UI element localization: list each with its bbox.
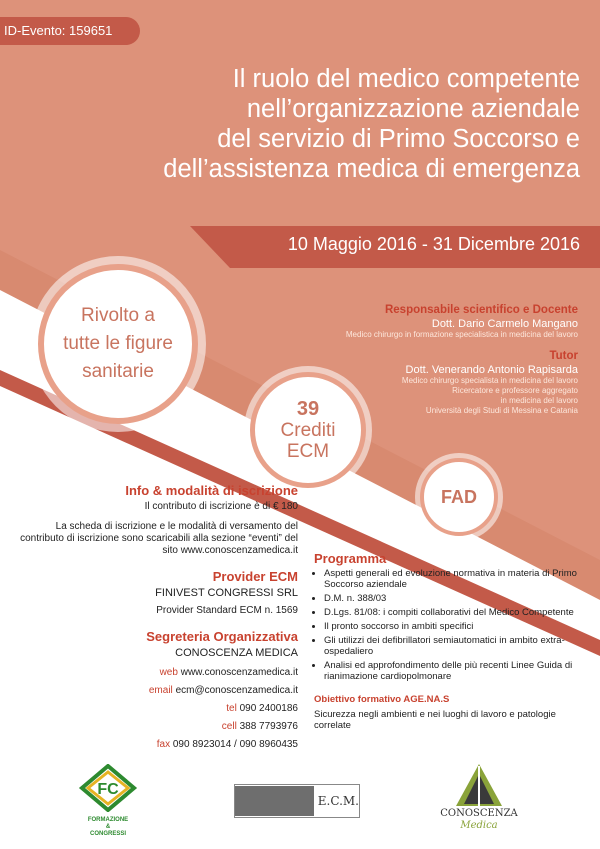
- objective-label: Obiettivo formativo AGE.NA.S: [314, 694, 450, 705]
- cell-label: cell: [221, 721, 237, 732]
- registration-text: La scheda di iscrizione e le modalità di versamento del contributo di iscrizione sono scaricabili alla sezione “eventi” del sito www.conoscenzamedica.it: [20, 521, 298, 556]
- tel-value: 090 2400186: [239, 703, 298, 714]
- desc-tutor: Ricercatore e professore aggregato: [452, 386, 578, 395]
- provider-standard: Provider Standard ECM n. 1569: [156, 605, 298, 616]
- target-audience-circle: [38, 264, 198, 424]
- provider-heading: Provider ECM: [212, 569, 298, 584]
- audience-line: tutte le figure: [63, 333, 173, 354]
- role-scientific-lead: Responsabile scientifico e Docente: [384, 304, 578, 316]
- audience-line: sanitarie: [82, 361, 154, 382]
- fc-text: &: [105, 824, 111, 830]
- fax-value: 090 8923014 / 090 8960435: [172, 739, 298, 750]
- event-id-badge: ID-Evento: 159651: [0, 17, 140, 45]
- title-line: Il ruolo del medico competente: [232, 65, 580, 93]
- credits-label-ecm: ECM: [286, 440, 330, 462]
- formazione-congressi-logo: [78, 764, 138, 837]
- ecm-logo-text: E.C.M.: [317, 794, 359, 808]
- desc-tutor: Medico chirurgo specialista in medicina del lavoro: [401, 376, 578, 385]
- program-item: • D.Lgs. 81/08: i compiti collaborativi del Medico Competente: [324, 607, 584, 618]
- program-list: [314, 568, 584, 682]
- desc-scientific-lead: Medico chirurgo in formazione specialistica in medicina del lavoro: [345, 330, 578, 339]
- web-link[interactable]: www.conoscenzamedica.it: [180, 667, 298, 678]
- program-item: • Aspetti generali ed evoluzione normativa in materia di Primo Soccorso aziendale: [324, 568, 584, 590]
- audience-line: Rivolto a: [81, 305, 155, 326]
- email-label: email: [148, 685, 173, 696]
- program-item: • Gli utilizzi dei defibrillatori semiautomatici in ambito extra-ospedaliero: [324, 635, 584, 657]
- email-link[interactable]: ecm@conoscenzamedica.it: [175, 685, 298, 696]
- title-line: del servizio di Primo Soccorso e: [217, 125, 580, 153]
- provider-block: [20, 571, 298, 617]
- program-item: • Analisi ed approfondimento delle più recenti Linee Guida di rianimazione cardiopolmonare: [324, 660, 584, 682]
- objective-text: Sicurezza negli ambienti e nei luoghi di lavoro e patologie correlate: [314, 709, 556, 731]
- name-tutor: Dott. Venerando Antonio Rapisarda: [405, 364, 578, 376]
- credits-label: Crediti: [280, 419, 336, 441]
- program-item: • Il pronto soccorso in ambiti specifici: [324, 621, 584, 632]
- desc-tutor: Università degli Studi di Messina e Catania: [425, 406, 578, 415]
- info-heading: Info & modalità di iscrizione: [125, 483, 298, 498]
- cm-logo-text-italic: Medica: [460, 820, 498, 831]
- title-line: nell’organizzazione aziendale: [246, 95, 580, 123]
- provider-name: FINIVEST CONGRESSI SRL: [155, 587, 298, 599]
- fc-text: CONGRESSI: [89, 831, 126, 837]
- desc-tutor: in medicina del lavoro: [500, 396, 578, 405]
- people-photo: [235, 786, 314, 816]
- tel-label: tel: [226, 703, 237, 714]
- fax-label: fax: [156, 739, 171, 750]
- fee-text: Il contributo di iscrizione è di € 180: [144, 501, 298, 512]
- program-heading: Programma: [314, 551, 387, 566]
- cm-logo-text: CONOSCENZA: [440, 808, 518, 819]
- ecm-logo: [234, 784, 360, 818]
- svg-text:FC: FC: [97, 781, 119, 798]
- fc-logo-icon: [78, 764, 138, 812]
- info-column: [20, 485, 298, 765]
- event-title: [40, 64, 580, 184]
- secretariat-name: CONOSCENZA MEDICA: [175, 647, 298, 659]
- program-column: [314, 553, 584, 731]
- fc-text: FORMAZIONE: [87, 817, 129, 823]
- title-line: dell’assistenza medica di emergenza: [163, 155, 580, 183]
- event-dates: 10 Maggio 2016 - 31 Dicembre 2016: [287, 234, 580, 254]
- program-item: • D.M. n. 388/03: [324, 593, 584, 604]
- staff-section: [300, 298, 578, 416]
- cm-logo-icon: [440, 762, 518, 808]
- credits-number: 39: [296, 397, 320, 420]
- info-block: [20, 485, 298, 557]
- format-circle: FAD: [420, 458, 498, 536]
- secretariat-heading: Segreteria Organizzativa: [146, 629, 298, 644]
- name-scientific-lead: Dott. Dario Carmelo Mangano: [431, 318, 578, 330]
- conoscenza-medica-logo: [440, 762, 518, 832]
- web-label: web: [159, 667, 178, 678]
- role-tutor: Tutor: [549, 350, 578, 362]
- cell-value: 388 7793976: [239, 721, 298, 732]
- secretariat-block: [20, 631, 298, 751]
